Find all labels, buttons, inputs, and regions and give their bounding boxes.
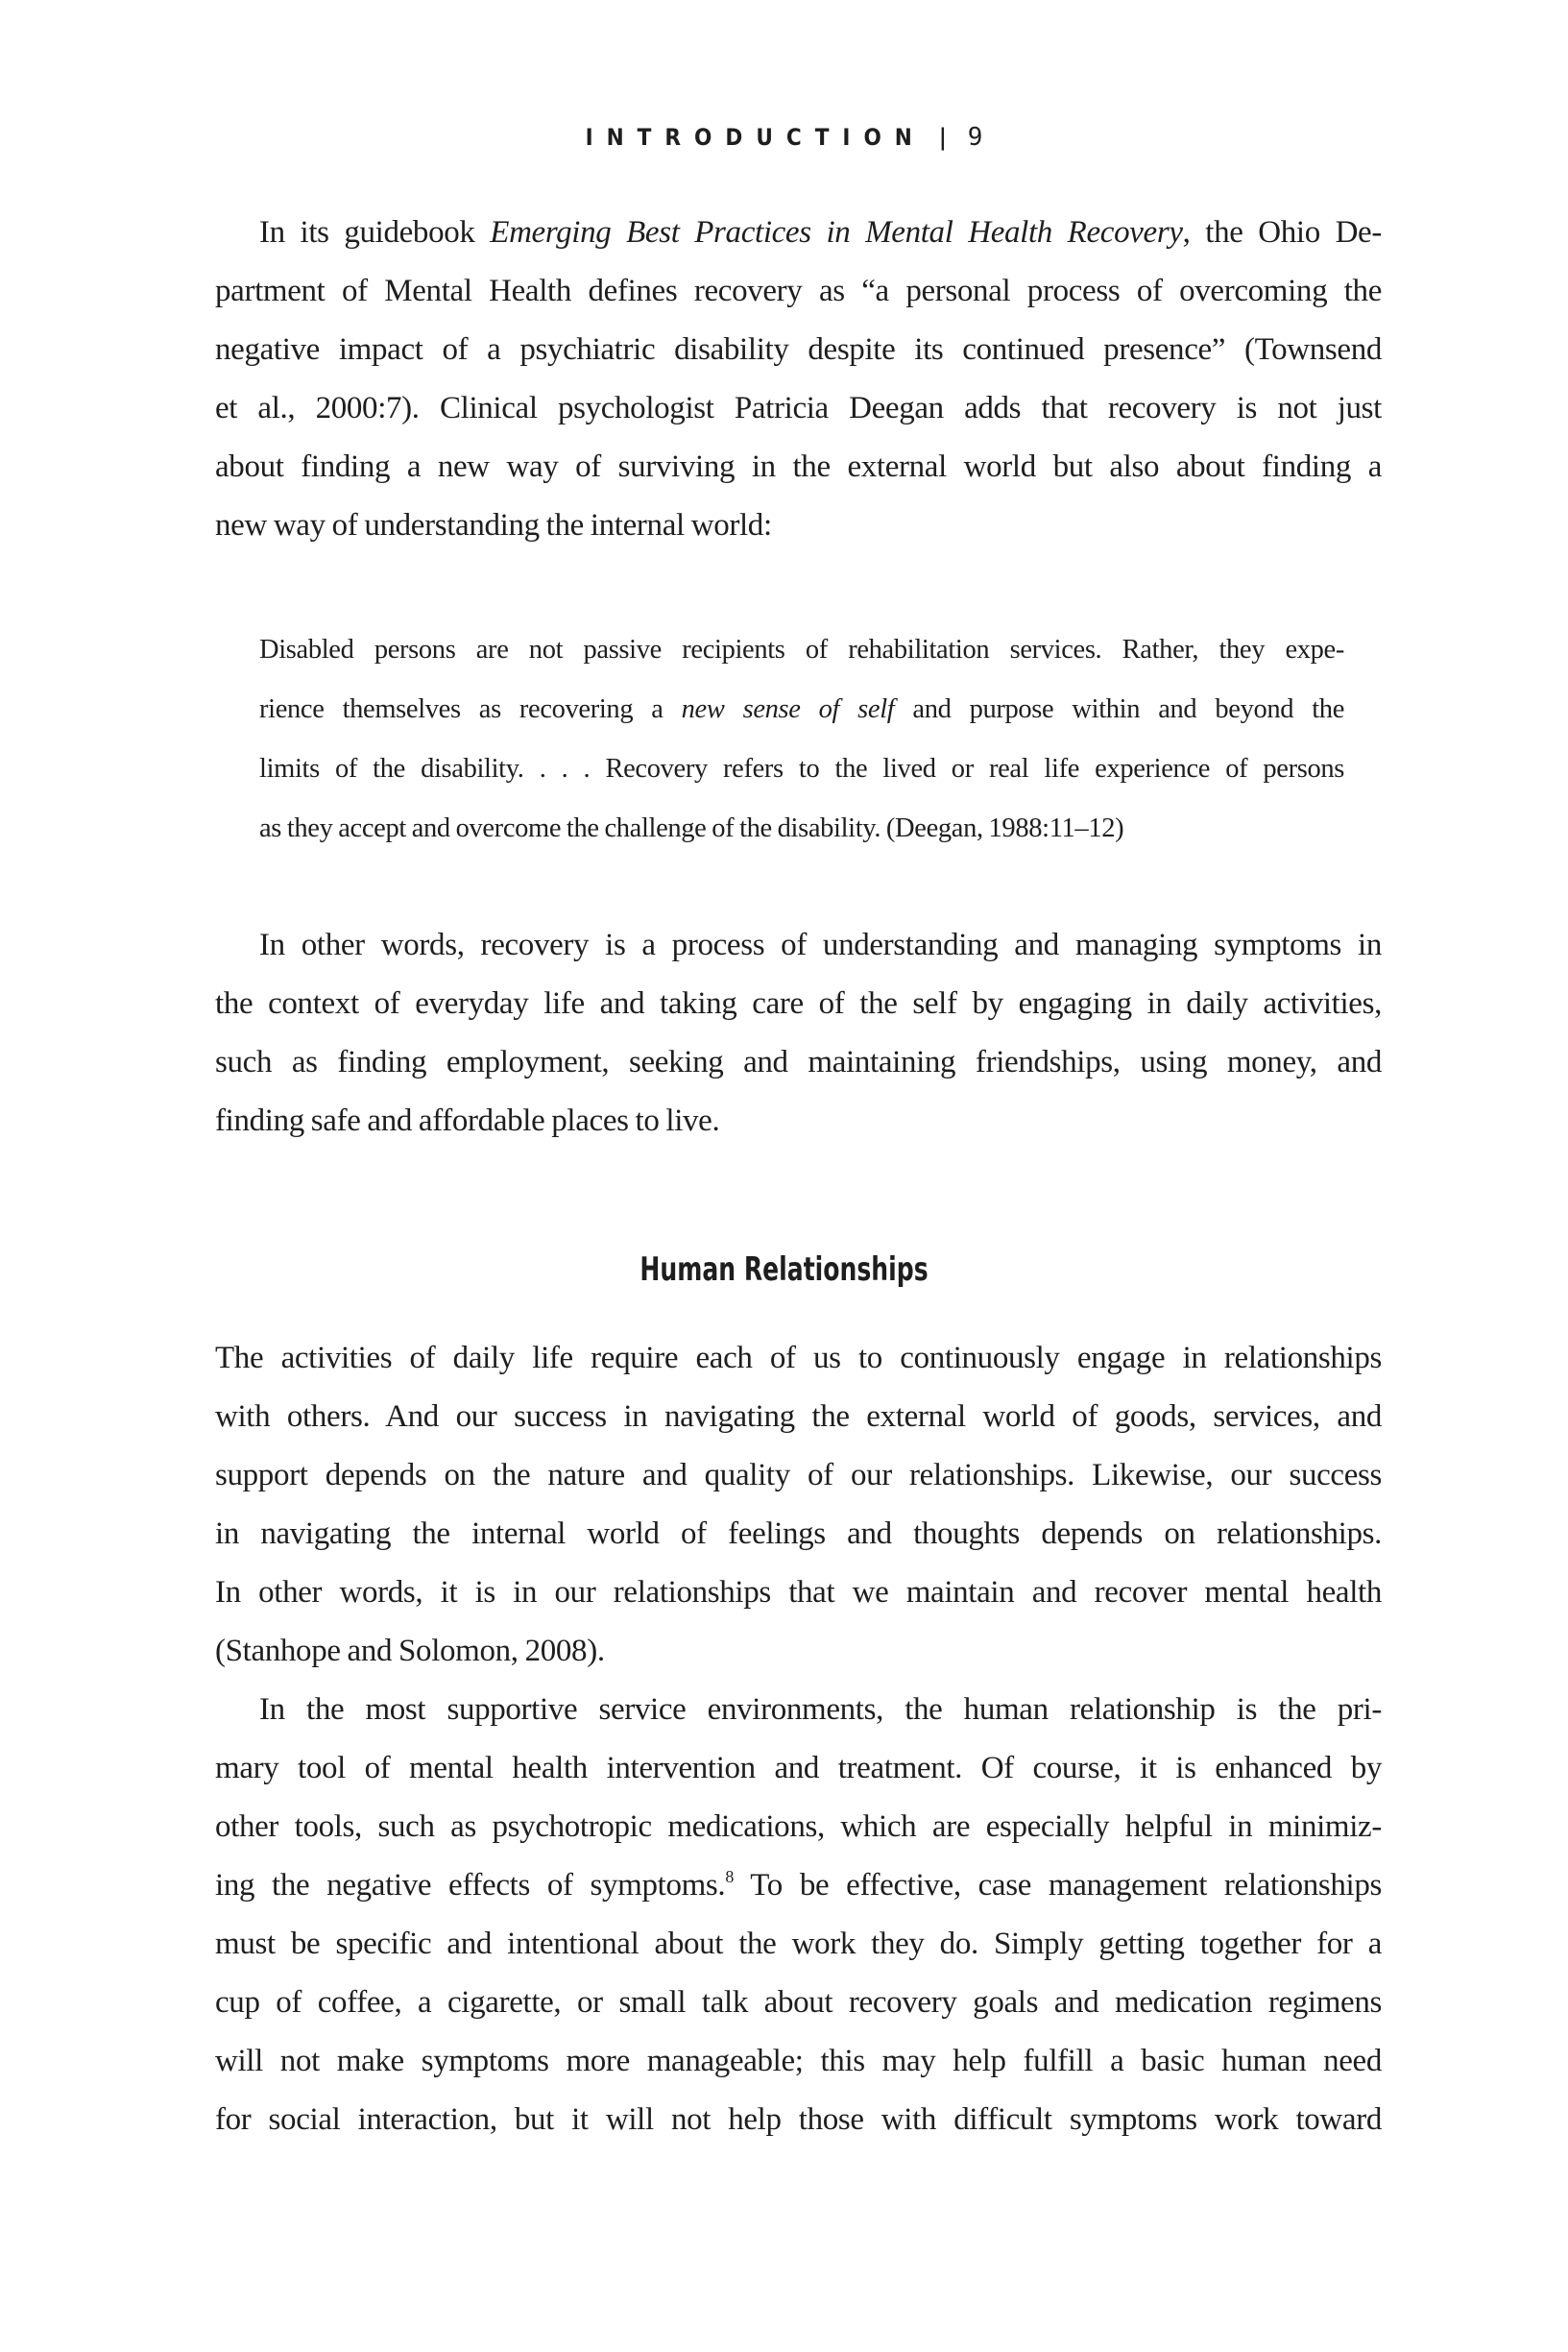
text-line: for social interaction, but it will not help those with difficult symptoms work toward (215, 2102, 1382, 2137)
text-line: In the most supportive service environments, the human relationship is the pri- (259, 1692, 1382, 1727)
text-line: with others. And our success in navigating the external world of goods, services, and (215, 1399, 1382, 1434)
text-line (215, 1866, 1382, 1904)
quote-line: limits of the disability. . . . Recovery refers to the lived or real life experience of persons (259, 754, 1344, 784)
book-title-italic: Emerging Best Practices in Mental Health Recovery (490, 215, 1183, 250)
text-line: In other words, recovery is a process of understanding and managing symptoms in (259, 928, 1382, 962)
running-head-section: INTRODUCTION (585, 124, 926, 151)
text-line: The activities of daily life require each of us to continuously engage in relationships (215, 1341, 1382, 1375)
text-line: in navigating the internal world of feelings and thoughts depends on relationships. (215, 1516, 1382, 1551)
text-span: , the Ohio De- (1182, 215, 1382, 250)
running-head-separator: | (938, 124, 947, 151)
text-line: In other words, it is in our relationships that we maintain and recover mental health (215, 1575, 1382, 1610)
emphasis-italic: new sense of self (681, 694, 895, 724)
text-line: negative impact of a psychiatric disability despite its continued presence” (Townsend (215, 332, 1382, 367)
text-line (259, 213, 1382, 252)
text-span: and purpose within and beyond the (894, 694, 1345, 724)
quote-line: as they accept and overcome the challenge of the disability. (Deegan, 1988:11–12) (259, 813, 1124, 843)
text-line: new way of understanding the internal world: (215, 508, 772, 543)
text-line: partment of Mental Health defines recovery as “a personal process of overcoming the (215, 274, 1382, 308)
text-span: In its guidebook (259, 215, 491, 250)
section-heading: Human Relationships (639, 1250, 929, 1289)
text-line: other tools, such as psychotropic medications, which are especially helpful in minimiz- (215, 1809, 1382, 1844)
text-span: ing the negative effects of symptoms. (215, 1868, 726, 1903)
text-line: finding safe and affordable places to live. (215, 1103, 720, 1138)
text-line: will not make symptoms more manageable; this may help fulfill a basic human need (215, 2044, 1382, 2078)
text-line: cup of coffee, a cigarette, or small talk about recovery goals and medication regimens (215, 1985, 1382, 2020)
page-number: 9 (967, 123, 983, 152)
text-span: rience themselves as recovering a (259, 694, 682, 724)
footnote-marker[interactable]: 8 (725, 1867, 734, 1886)
text-span: To be effective, case management relationships (733, 1868, 1383, 1903)
text-line: et al., 2000:7). Clinical psychologist Patricia Deegan adds that recovery is not just (215, 391, 1382, 425)
text-line: such as finding employment, seeking and maintaining friendships, using money, and (215, 1045, 1382, 1079)
text-line: about finding a new way of surviving in the external world but also about finding a (215, 449, 1382, 484)
text-line: the context of everyday life and taking care of the self by engaging in daily activities, (215, 986, 1382, 1021)
quote-line (259, 692, 1344, 727)
running-head (0, 123, 1568, 152)
text-line: must be specific and intentional about the work they do. Simply getting together for a (215, 1927, 1382, 1961)
quote-line: Disabled persons are not passive recipients of rehabilitation services. Rather, they expe- (259, 635, 1344, 665)
text-line: mary tool of mental health intervention and treatment. Of course, it is enhanced by (215, 1751, 1382, 1785)
text-line: support depends on the nature and quality of our relationships. Likewise, our success (215, 1458, 1382, 1492)
text-line: (Stanhope and Solomon, 2008). (215, 1634, 605, 1668)
